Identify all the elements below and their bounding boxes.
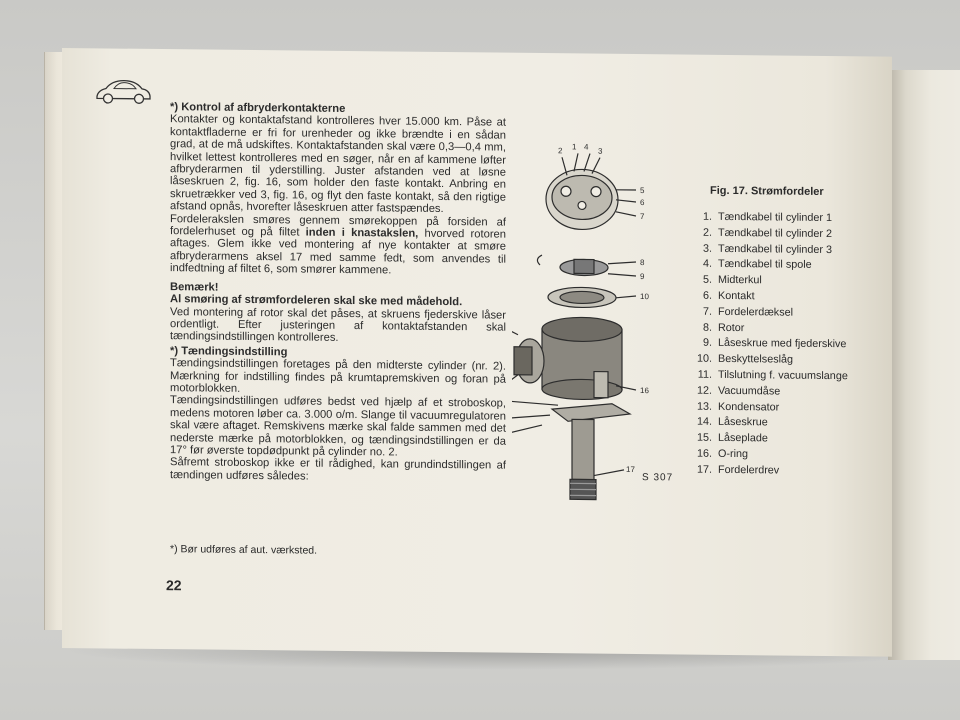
callout-5: 5: [640, 186, 645, 196]
legend-number: 10.: [696, 352, 712, 365]
legend-label: Tilslutning f. vacuumslange: [718, 368, 848, 383]
legend-number: 11.: [697, 368, 712, 381]
text-span: hvorved rotoren aftages. Glem ikke ved montering af nye kontakter at smøre afbryderarmens aksel 17 med samme fedt, som anvendes til indfedtning af filtet 6, som smører kammene.: [170, 227, 506, 277]
bold-text-span: inden i knastakslen,: [305, 226, 419, 240]
legend-number: 4.: [702, 258, 712, 271]
paragraph: [170, 213, 506, 279]
article-text: [170, 101, 506, 485]
callout-2: 2: [558, 146, 563, 156]
legend-label: O-ring: [718, 447, 748, 461]
legend-number: 17.: [696, 463, 712, 476]
distributor-exploded-diagram: [512, 139, 702, 521]
paragraph: Såfremt stroboskop ikke er til rådighed, kan grundindstillingen af tændingen udføres således:: [170, 456, 506, 483]
legend-item: [690, 463, 890, 481]
legend-label: Låseskrue: [718, 416, 768, 429]
page-content: [62, 48, 892, 657]
callout-3: 3: [598, 146, 603, 156]
footnote: *) Bør udføres af aut. værksted.: [170, 543, 318, 557]
legend-number: 9.: [702, 337, 712, 350]
legend-number: 5.: [702, 273, 712, 286]
legend-label: Tændkabel til cylinder 1: [718, 210, 833, 225]
legend-label: Kondensator: [718, 400, 780, 414]
legend-number: 15.: [696, 431, 712, 444]
legend-number: 2.: [702, 226, 712, 239]
legend-number: 1.: [702, 210, 712, 223]
page-number: 22: [166, 577, 182, 594]
callout-6: 6: [640, 198, 645, 208]
figure-legend: [690, 211, 890, 482]
legend-number: 16.: [696, 447, 712, 460]
section-heading-contacts: *) Kontrol af afbryderkontakterne: [170, 101, 346, 115]
legend-label: Tændkabel til cylinder 2: [718, 226, 833, 240]
legend-label: Fordelerdrev: [718, 463, 780, 477]
callout-9: 9: [640, 272, 645, 282]
legend-label: Låseplade: [718, 432, 768, 445]
legend-label: Låseskrue med fjederskive: [718, 337, 847, 351]
callout-8: 8: [640, 258, 645, 268]
callout-7: 7: [640, 212, 645, 222]
figure-code: S 307: [642, 472, 674, 484]
legend-label: Beskyttelseslåg: [718, 353, 794, 366]
figure-title: Fig. 17. Strømfordeler: [710, 184, 824, 198]
note-title: Bemærk!: [170, 280, 219, 294]
paragraph: Tændingsindstillingen foretages på den midterste cylinder (nr. 2). Mærkning for indstilling findes på krumtapremskiven og foran på motorblokken.: [170, 357, 506, 395]
callout-10: 10: [640, 292, 649, 302]
car-silhouette-icon: [94, 76, 152, 107]
legend-number: 6.: [702, 289, 712, 302]
legend-number: 3.: [702, 242, 712, 255]
legend-number: 12.: [696, 384, 712, 397]
note-text: Ved montering af rotor skal det påses, at skruens fjederskive låser ordentligt. Efter justeringen af kontaktafstanden skal tændingsindstillingen kontrolleres.: [170, 305, 506, 345]
legend-label: Vacuumdåse: [718, 384, 781, 398]
paragraph: Tændingsindstillingen udføres bedst ved hjælp af et stroboskop, medens motoren løber ca. 3.000 o/m. Slange til vacuumregulatoren skal være aftaget. Remskivens mærke skal falde sammen med det nederste mærke på motorblokken, og tændingsindstillingen er da 17° før øverste topdødpunkt på cylinder no. 2.: [170, 394, 506, 459]
callout-1: 1: [572, 142, 577, 152]
callout-17: 17: [626, 464, 635, 474]
section-heading-ignition: *) Tændingsindstilling: [170, 344, 288, 359]
legend-number: 14.: [696, 416, 712, 429]
legend-label: Rotor: [718, 321, 745, 334]
callout-4: 4: [584, 142, 589, 152]
text-span: Fordelerakslen smøres gennem smørekoppen på forsiden af fordelerhuset og på filtet: [170, 212, 506, 239]
legend-label: Tændkabel til cylinder 3: [718, 242, 833, 256]
legend-number: 13.: [696, 400, 712, 413]
legend-number: 7.: [702, 305, 712, 318]
legend-label: Midterkul: [718, 274, 762, 287]
right-page: [888, 70, 960, 660]
legend-label: Fordelerdæksel: [718, 305, 794, 319]
callout-16: 16: [640, 386, 649, 396]
legend-label: Kontakt: [718, 289, 755, 303]
note-bold-line: Al smøring af strømfordeleren skal ske med mådehold.: [170, 293, 463, 309]
legend-number: 8.: [702, 321, 712, 334]
paragraph: Kontakter og kontaktafstand kontrolleres hver 15.000 km. Påse at kontaktfladerne er fri for urenheder og ikke brændte i en sådan grad, at de må udskiftes. Kontaktafstanden skal være 0,3—0,4 mm, hvilket lettest kontrolleres med en søger, når en af kammene løfter afbryderarmen til yderstilling. Juster afstanden ved at løsne låseskruen 2, fig. 16, som holder den faste kontakt. Anbring en skruetrækker ved 3, fig. 16, og flyt den faste kontakt, så den rigtige afstand opnås, hvorefter låseskruen atter fastspændes.: [170, 113, 506, 216]
legend-label: Tændkabel til spole: [718, 258, 812, 272]
